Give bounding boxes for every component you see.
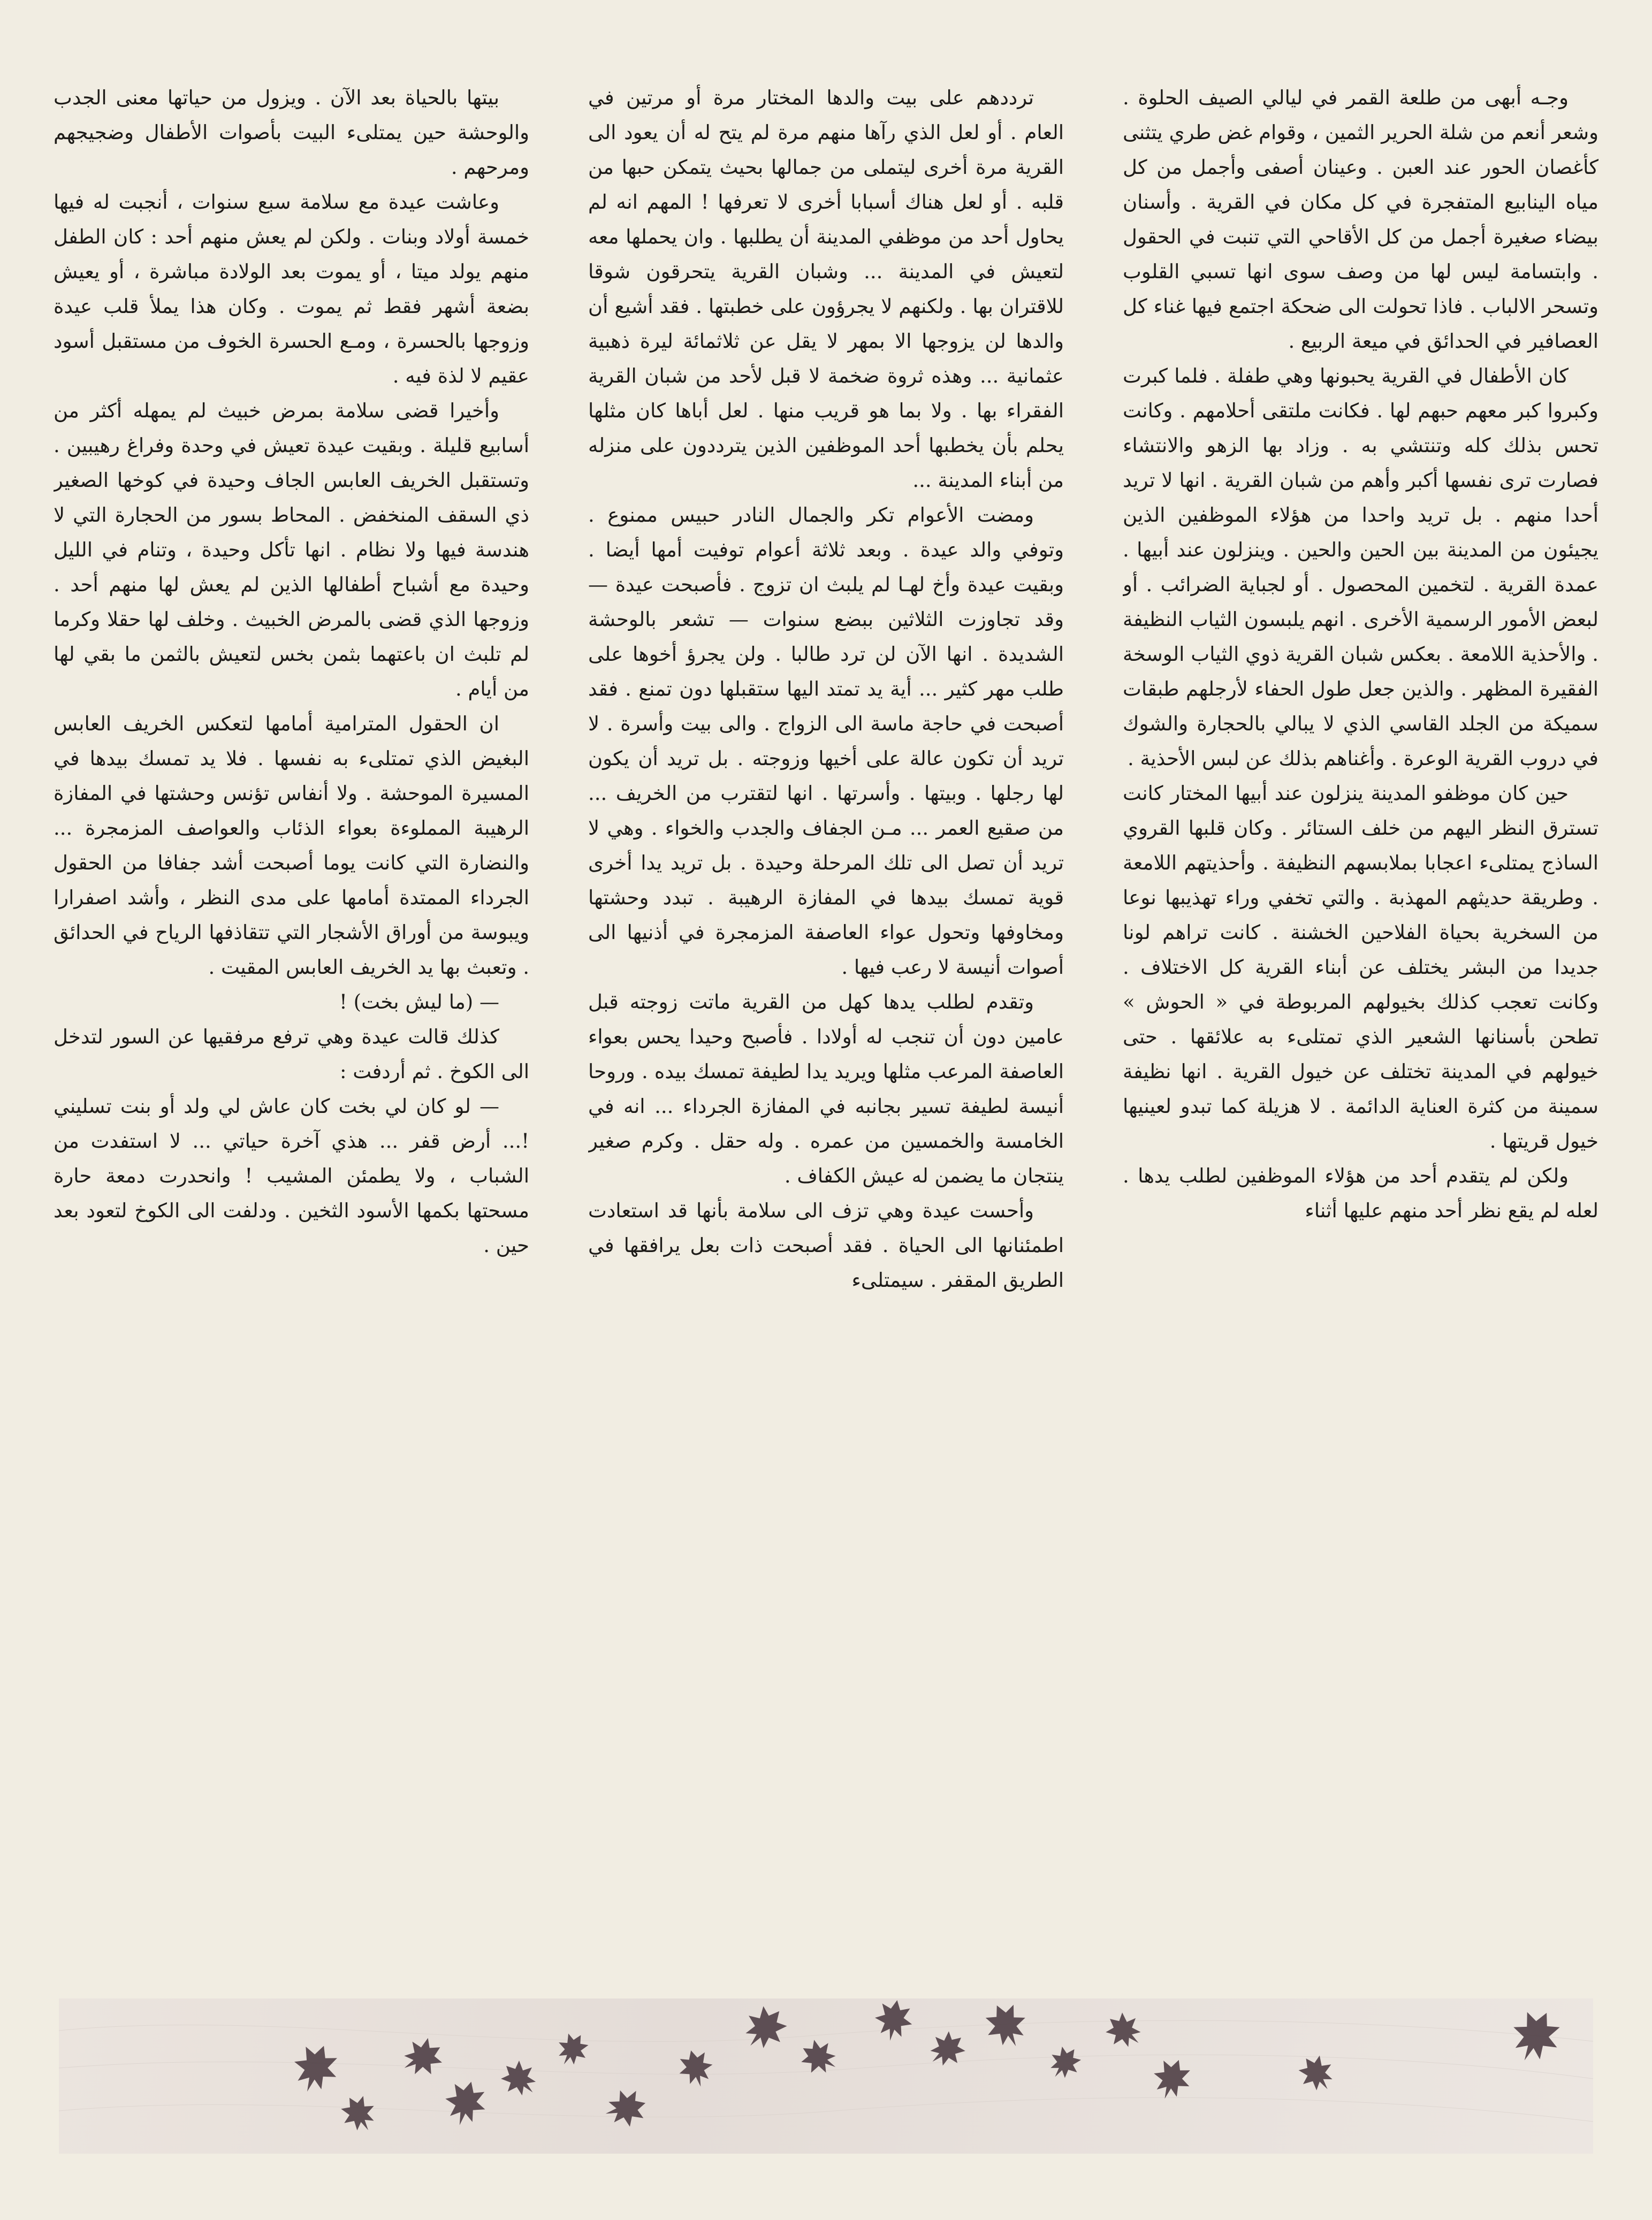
leaf-icon — [494, 2054, 545, 2104]
leaf-icon — [735, 1998, 795, 2059]
paragraph: ومضت الأعوام تكر والجمال النادر حبيس ممنوع . وتوفي والد عيدة . وبعد ثلاثة أعوام توفيت أمها أيضا . وبقيت عيدة وأخ لهـا لم يلبث ان تزوج . فأصبحت عيدة — وقد تجاوزت الثلاثين ببضع سنوات — تشعر بالوحشة الشديدة . انها الآن لن ترد طالبا . ولن يجرؤ أخوها على طلب مهر كثير ... أية يد تمتد اليها ستقبلها دون تمنع . فقد أصبحت في حاجة ماسة الى الزواج . والى بيت وأسرة . لا تريد أن تكون عالة على أخيها وزوجته . بل تريد أن يكون لها رجلها . وبيتها . وأسرتها . انها لتقترب من الخريف ... من صقيع العمر ... مـن الجفاف والجدب والخواء . وهي لا تريد أن تصل الى تلك المرحلة وحيدة . بل تريد يدا أخرى قوية تمسك بيدها في المفازة الرهيبة . تبدد وحشتها ومخاوفها وتحول عواء العاصفة المزمجرة في أذنيها الى أصوات أنيسة لا رعب فيها . — [588, 503, 1064, 979]
paragraph: — لو كان لي بخت كان عاش لي ولد أو بنت تسليني !... أرض قفر ... هذي آخرة حياتي ... لا استفدت من الشباب ، ولا يطمئن المشيب ! وانحدرت دمعة حارة مسحتها بكمها الأسود الثخين . ودلفت الى الكوخ لتعود بعد حين . — [54, 1095, 529, 1257]
paragraph: حين كان موظفو المدينة ينزلون عند أبيها المختار كانت تسترق النظر اليهم من خلف الستائر . وكان قلبها القروي الساذج يمتلىء اعجابا بملابسهم النظيفة . وأحذيتهم اللامعة . وطريقة حديثهم المهذبة . والتي تخفي وراء تهذيبها نوعا من السخرية بحياة الفلاحين الخشنة . كانت تراهم لونا جديدا من البشر يختلف عن أبناء القرية كل الاختلاف . وكانت تعجب كذلك بخيولهم المربوطة في « الحوش » تطحن بأسنانها الشعير الذي تمتلىء به علائقها . حتى خيولهم في المدينة تختلف عن خيول القرية . انها نظيفة سمينة من كثرة العناية الدائمة . لا هزيلة كما تبدو لعينيها خيول قريتها . — [1123, 782, 1598, 1153]
leaf-icon — [395, 2031, 450, 2084]
article-columns — [54, 80, 1598, 1964]
leaf-icon — [978, 1998, 1034, 2055]
column-left — [54, 80, 529, 1964]
paragraph: ان الحقول المترامية أمامها لتعكس الخريف العابس البغيض الذي تمتلىء به نفسها . فلا يد تمسك بيدها في المسيرة الموحشة . ولا أنفاس تؤنس وحشتها في المفازة الرهيبة المملوءة بعواء الذئاب والعواصف المزمجرة ... والنضارة التي كانت يوما أصبحت أشد جفافا من الحقول الجرداء الممتدة أمامها على مدى النظر ، وأشد اصفرارا ويبوسة من أوراق الأشجار التي تتقاذفها الرياح في الحدائق . وتعبث بها يد الخريف العابس المقيت . — [54, 712, 529, 979]
paragraph: بيتها بالحياة بعد الآن . ويزول من حياتها معنى الجدب والوحشة حين يمتلىء البيت بأصوات الأطفال وضجيجهم ومرحهم . — [54, 86, 529, 179]
leaf-icon — [922, 2025, 972, 2075]
paragraph: ولكن لم يتقدم أحد من هؤلاء الموظفين لطلب يدها . لعله لم يقع نظر أحد منهم عليها أثناء — [1123, 1164, 1598, 1222]
paragraph: ترددهم على بيت والدها المختار مرة أو مرتين في العام . أو لعل الذي رآها منهم مرة لم يتح له أن يعود الى القرية مرة أخرى ليتملى من جمالها بحيث يتمكن حبها من قلبه . أو لعل هناك أسبابا أخرى لا تعرفها ! المهم انه لم يحاول أحد من موظفي المدينة أن يطلبها . وان يحملها معه لتعيش في المدينة ... وشبان القرية يتحرقون شوقا للاقتران بها . ولكنهم لا يجرؤون على خطبتها . فقد أشيع أن والدها لن يزوجها الا بمهر لا يقل عن ثلاثمائة ليرة ذهبية عثمانية ... وهذه ثروة ضخمة لا قبل لأحد من شبان القرية الفقراء بها . ولا بما هو قريب منها . لعل أباها كان مثلها يحلم بأن يخطبها أحد الموظفين الذين يترددون على منزله من أبناء المدينة ... — [588, 86, 1064, 492]
leaf-icon — [1503, 2003, 1569, 2071]
leaf-icon — [1147, 2054, 1196, 2105]
leaf-icon — [551, 2027, 594, 2072]
leaf-icon — [795, 2033, 844, 2081]
leaf-icon — [601, 2085, 651, 2132]
paragraph: كان الأطفال في القرية يحبونها وهي طفلة . فلما كبرت وكبروا كبر معهم حبهم لها . فكانت ملتقى أحلامهم . وكانت تحس بذلك كله وتنتشي به . وزاد بها الزهو والانتشاء فصارت ترى نفسها أكبر وأهم من شبان القرية . انها لا تريد أحدا منهم . بل تريد واحدا من هؤلاء الموظفين الذين يجيئون من المدينة بين الحين والحين . وينزلون عند أبيها . عمدة القرية . لتخمين المحصول . أو لجباية الضرائب . أو لبعض الأمور الرسمية الأخرى . انهم يلبسون الثياب النظيفة . والأحذية اللامعة . بعكس شبان القرية ذوي الثياب الوسخة الفقيرة المظهر . والذين جعل طول الحفاء لأرجلهم طبقات سميكة من الجلد القاسي الذي لا يبالي بالحجارة والشوك في دروب القرية الوعرة . وأغناهم بذلك عن لبس الأحذية . — [1123, 364, 1598, 770]
paragraph: وأحست عيدة وهي تزف الى سلامة بأنها قد استعادت اطمئنانها الى الحياة . فقد أصبحت ذات بعل يرافقها في الطريق المقفر . سيمتلىء — [588, 1199, 1064, 1292]
paragraph: وأخيرا قضى سلامة بمرض خبيث لم يمهله أكثر من أسابيع قليلة . وبقيت عيدة تعيش في وحدة وفراغ رهيبين . وتستقبل الخريف العابس الجاف وحيدة في كوخها الصغير ذي السقف المنخفض . المحاط بسور من الحجارة التي لا هندسة فيها ولا نظام . انها تأكل وحيدة ، وتنام في الليل وحيدة مع أشباح أطفالها الذين لم يعش لها منهم أحد . وزوجها الذي قضى بالمرض الخبيث . وخلف لها حقلا وكرما لم تلبث ان باعتهما بثمن بخس لتعيش بالثمن ما بقي لها من أيام . — [54, 399, 529, 700]
paragraph: كذلك قالت عيدة وهي ترفع مرفقيها عن السور لتدخل الى الكوخ . ثم أردفت : — [54, 1025, 529, 1083]
paragraph: وجـه أبهى من طلعة القمر في ليالي الصيف الحلوة . وشعر أنعم من شلة الحرير الثمين ، وقوام غض طري يتثنى كأغصان الحور عند العبن . وعينان أصفى وأجمل من كل مياه الينابيع المتفجرة في كل مكان في القرية . وأسنان بيضاء صغيرة أجمل من كل الأقاحي التي تنبت في الحقول . وابتسامة ليس لها من وصف سوى انها تسبي القلوب وتسحر الالباب . فاذا تحولت الى ضحكة اجتمع فيها غناء كل العصافير في الحدائق في ميعة الربيع . — [1123, 86, 1598, 353]
paragraph: وتقدم لطلب يدها كهل من القرية ماتت زوجته قبل عامين دون أن تنجب له أولادا . فأصبح وحيدا يحس بعواء العاصفة المرعب مثلها ويريد يدا لطيفة تمسك بيده . وروحا أنيسة لطيفة تسير بجانبه في المفازة الجرداء ... انه في الخامسة والخمسين من عمره . وله حقل . وكرم صغير ينتجان ما يضمن له عيش الكفاف . — [588, 990, 1064, 1187]
leaf-icon — [1042, 2040, 1087, 2086]
paragraph: — (ما ليش بخت) ! — [339, 990, 499, 1013]
column-middle — [588, 80, 1064, 1964]
falling-leaves-illustration — [59, 1998, 1593, 2154]
leaves-svg — [59, 1998, 1593, 2154]
leaf-icon — [871, 1998, 916, 2044]
leaf-icon — [440, 2077, 491, 2131]
leaf-icon — [286, 2038, 345, 2099]
paragraph: وعاشت عيدة مع سلامة سبع سنوات ، أنجبت له فيها خمسة أولاد وبنات . ولكن لم يعش منهم أحد : كان الطفل منهم يولد ميتا ، أو يموت بعد الولادة مباشرة ، أو يعيش بضعة أشهر فقط ثم يموت . وكان هذا يملأ قلب عيدة وزوجها بالحسرة ، ومـع الحسرة الخوف من مستقبل أسود عقيم لا لذة فيه . — [54, 190, 529, 387]
column-right — [1123, 80, 1598, 1964]
leaf-icon — [674, 2046, 717, 2091]
leaf-icon — [334, 2089, 383, 2139]
leaf-icon — [1099, 2006, 1149, 2056]
